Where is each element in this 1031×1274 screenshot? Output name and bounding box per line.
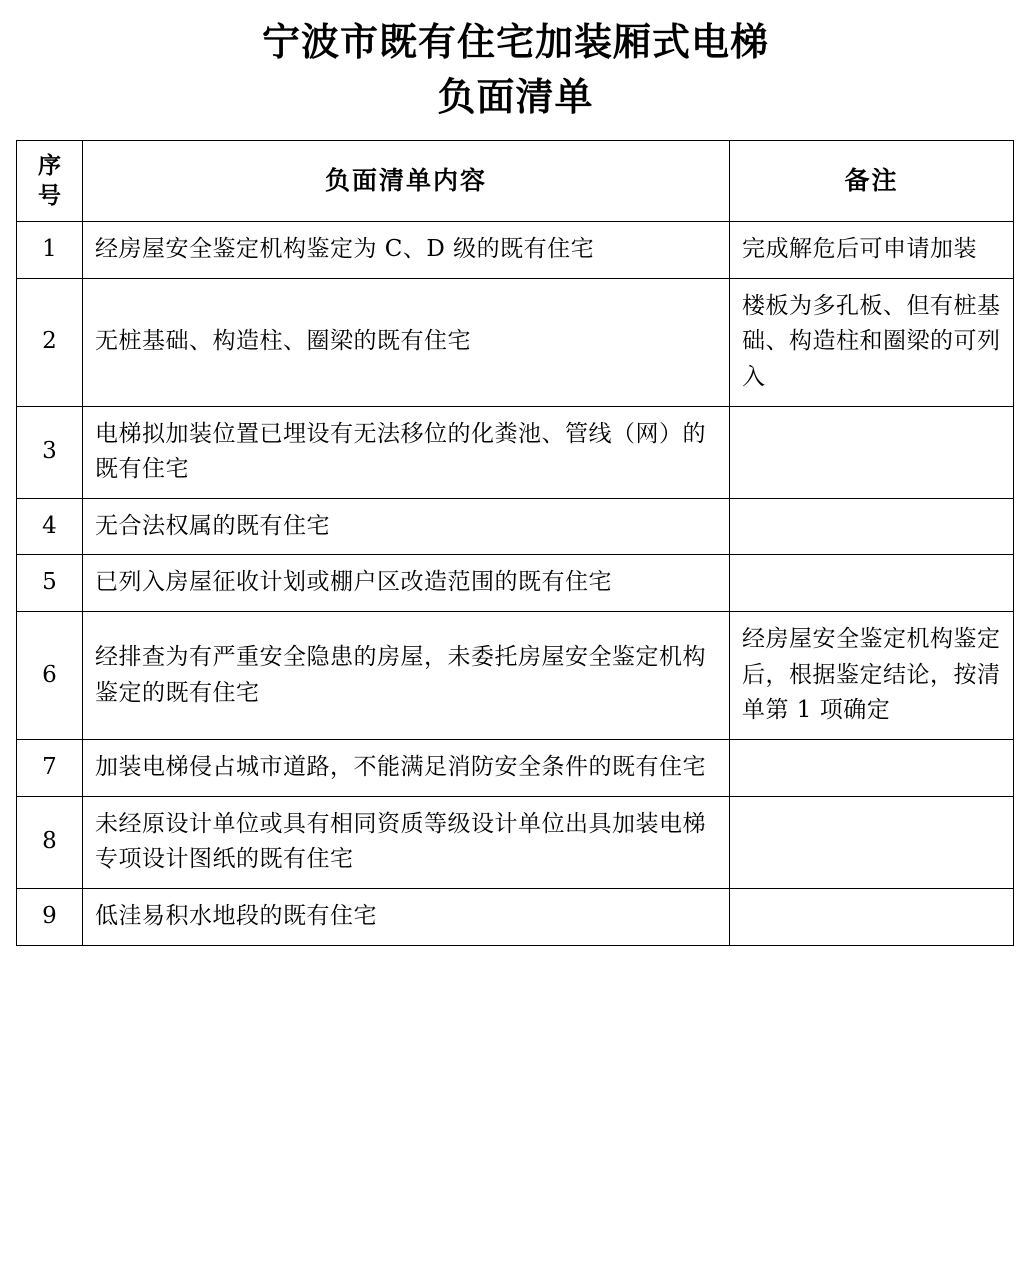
row-index: 2 <box>17 278 83 406</box>
row-note <box>730 888 1014 945</box>
row-index: 5 <box>17 555 83 612</box>
row-index: 7 <box>17 740 83 797</box>
table-row <box>17 740 1014 797</box>
row-content: 经房屋安全鉴定机构鉴定为 C、D 级的既有住宅 <box>83 221 730 278</box>
row-content: 电梯拟加装位置已埋设有无法移位的化粪池、管线（网）的既有住宅 <box>83 406 730 498</box>
page-title <box>16 0 1015 124</box>
table-row <box>17 221 1014 278</box>
row-index: 4 <box>17 498 83 555</box>
row-note: 楼板为多孔板、但有桩基础、构造柱和圈梁的可列入 <box>730 278 1014 406</box>
row-note <box>730 796 1014 888</box>
row-index: 3 <box>17 406 83 498</box>
table-row <box>17 796 1014 888</box>
table-row <box>17 612 1014 740</box>
page-title-line2: 负面清单 <box>437 74 594 120</box>
row-note: 经房屋安全鉴定机构鉴定后，根据鉴定结论，按清单第 1 项确定 <box>730 612 1014 740</box>
row-content: 低洼易积水地段的既有住宅 <box>83 888 730 945</box>
row-note <box>730 498 1014 555</box>
row-index: 1 <box>17 221 83 278</box>
column-header-index-char1: 序 <box>38 152 61 180</box>
table-header-row <box>17 141 1014 222</box>
row-index: 8 <box>17 796 83 888</box>
table-row <box>17 498 1014 555</box>
row-content: 无桩基础、构造柱、圈梁的既有住宅 <box>83 278 730 406</box>
negative-list-table <box>16 140 1014 945</box>
row-content: 经排查为有严重安全隐患的房屋，未委托房屋安全鉴定机构鉴定的既有住宅 <box>83 612 730 740</box>
row-content: 未经原设计单位或具有相同资质等级设计单位出具加装电梯专项设计图纸的既有住宅 <box>83 796 730 888</box>
column-header-index-char2: 号 <box>38 182 61 210</box>
row-note <box>730 406 1014 498</box>
column-header-note: 备注 <box>730 141 1014 222</box>
column-header-content: 负面清单内容 <box>83 141 730 222</box>
table-row <box>17 555 1014 612</box>
page-title-line1: 宁波市既有住宅加装厢式电梯 <box>261 19 769 64</box>
row-note <box>730 555 1014 612</box>
table-row <box>17 888 1014 945</box>
column-header-index <box>17 141 83 222</box>
row-content: 加装电梯侵占城市道路，不能满足消防安全条件的既有住宅 <box>83 740 730 797</box>
row-note <box>730 740 1014 797</box>
table-row <box>17 278 1014 406</box>
row-index: 6 <box>17 612 83 740</box>
table-row <box>17 406 1014 498</box>
row-index: 9 <box>17 888 83 945</box>
row-content: 无合法权属的既有住宅 <box>83 498 730 555</box>
row-note: 完成解危后可申请加装 <box>730 221 1014 278</box>
row-content: 已列入房屋征收计划或棚户区改造范围的既有住宅 <box>83 555 730 612</box>
